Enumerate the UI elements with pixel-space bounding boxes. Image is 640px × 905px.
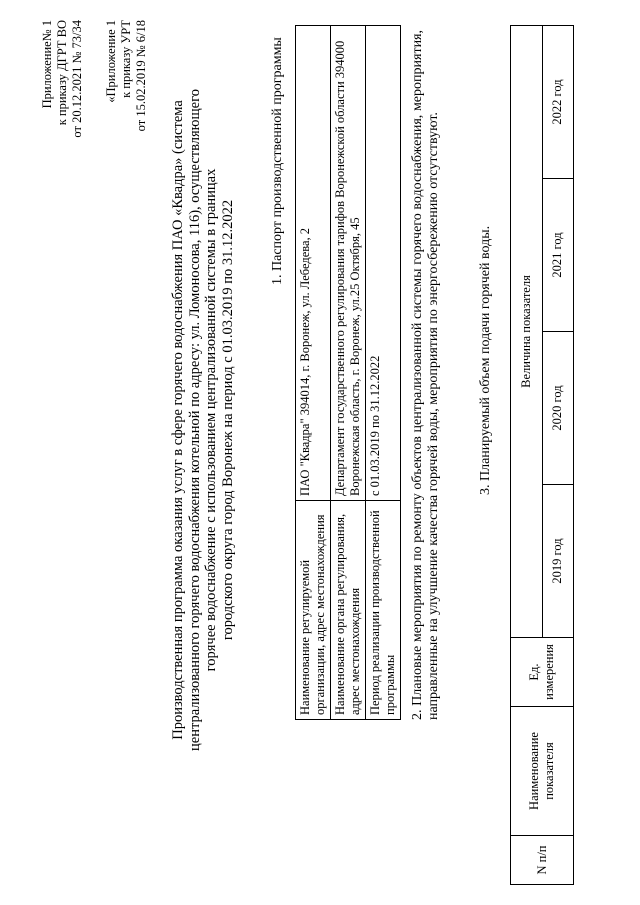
section3-heading: 3. Планируемый объем подачи горячей воды. (478, 225, 493, 495)
table-row (366, 26, 401, 720)
passport-label: Наименование органа регулирования, адрес местонахождения (331, 501, 366, 720)
appendix-original-line1: «Приложение 1 (104, 20, 118, 103)
year-2020: 2020 год (542, 332, 574, 485)
col-unit: Ед. измерения (511, 638, 574, 707)
appendix-original-line2: к приказу УРТ (119, 20, 133, 98)
document-title (170, 75, 236, 765)
appendix-current-line1: Приложение№ 1 (40, 20, 54, 109)
col-value-group: Величина показателя (511, 26, 543, 638)
table-row (331, 26, 366, 720)
passport-value: Департамент государственного регулирования тарифов Воронежской области 394000 Воронежская область, г. Воронеж, ул.25 Октября, 45 (331, 26, 366, 501)
table-header-row (511, 26, 543, 885)
appendix-current (40, 20, 85, 280)
title-line2: централизованного горячего водоснабжения котельной по адресу: ул. Ломоносова, 116), осуществляющего (186, 89, 203, 751)
section1-heading: 1. Паспорт производственной программы (270, 37, 285, 285)
appendix-current-line3: от 20.12.2021 № 73/34 (70, 20, 84, 138)
volume-table (510, 25, 574, 885)
table-row (296, 26, 331, 720)
section2-text: 2. Плановые мероприятия по ремонту объектов централизованной системы горячего водоснабжения, мероприятия, направленные на улучшение качества горячей воды, мероприятия по энергосбережению отсутствуют. (410, 30, 441, 720)
passport-value: ПАО "Квадра" 394014, г. Воронеж, ул. Лебедева, 2 (296, 26, 331, 501)
passport-value: с 01.03.2019 по 31.12.2022 (366, 26, 401, 501)
passport-table-full (295, 25, 401, 720)
year-2019: 2019 год (542, 485, 574, 638)
appendix-original-line3: от 15.02.2019 № 6/18 (134, 20, 148, 132)
passport-label: Наименование регулируемой организации, адрес местонахождения (296, 501, 331, 720)
title-line3: горячее водоснабжение с использованием централизованной системы в границах (203, 168, 219, 672)
title-line1: Производственная программа оказания услуг в сфере горячего водоснабжения ПАО «Квадра» (система (170, 100, 186, 740)
passport-label: Период реализации производственной программы (366, 501, 401, 720)
col-num: N п/п (511, 836, 574, 885)
appendix-original (104, 20, 149, 280)
year-2021: 2021 год (542, 179, 574, 332)
col-name: Наименование показателя (511, 707, 574, 836)
year-2022: 2022 год (542, 26, 574, 179)
title-line4: городского округа город Воронеж на период с 01.03.2019 по 31.12.2022 (219, 199, 236, 641)
appendix-current-line2: к приказу ДГРТ ВО (55, 20, 69, 126)
